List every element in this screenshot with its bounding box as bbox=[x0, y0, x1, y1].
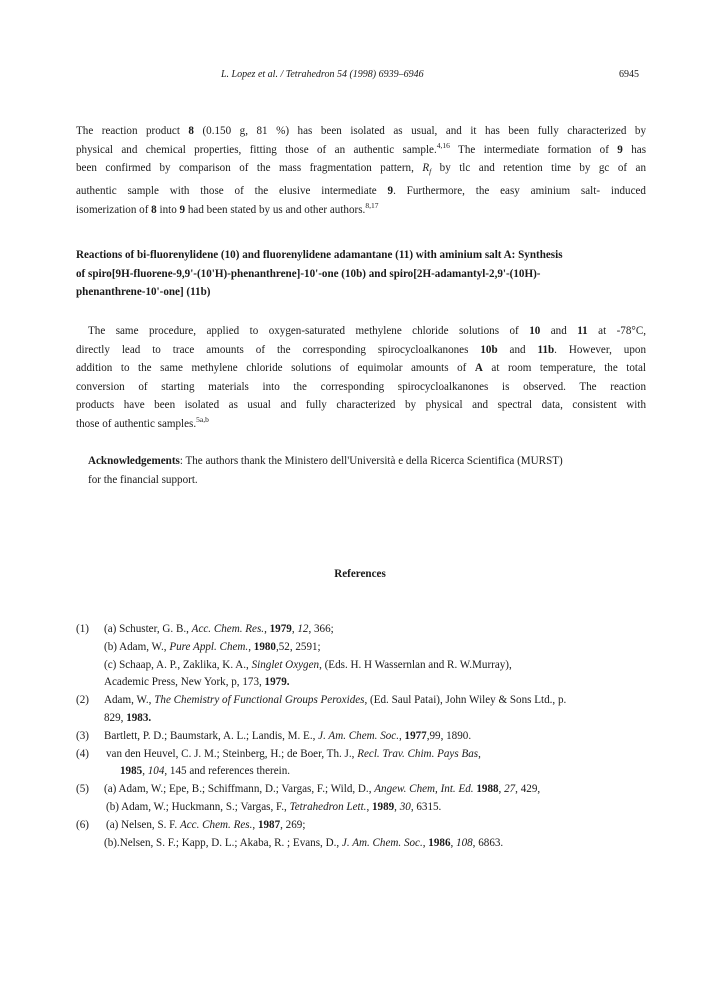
paragraph-reaction-product bbox=[76, 122, 646, 219]
reference-line: (a) Nelsen, S. F. Acc. Chem. Res., 1987, 269; bbox=[106, 818, 306, 831]
text-line: products have been isolated as usual and fully characterized by physical and spectral data, consistent with bbox=[76, 399, 646, 412]
text-line: Acknowledgements: The authors thank the Ministero dell'Università e della Ricerca Scientifica (MURST) bbox=[88, 455, 563, 467]
text-line: those of authentic samples.$^{5a,b}$ bbox=[76, 414, 209, 430]
heading-line: Reactions of bi-fluorenylidene (10) and fluorenylidene adamantane (11) with aminium salt A: Synthesis bbox=[76, 249, 563, 261]
text-line: addition to the same methylene chloride solutions of equimolar amounts of A at room temperature, the total bbox=[76, 362, 646, 375]
acknowledgements-label: Acknowledgements bbox=[88, 455, 180, 467]
references-title: References bbox=[334, 568, 386, 580]
acknowledgements bbox=[76, 452, 646, 489]
text-line: authentic sample with those of the elusive intermediate 9. Furthermore, the easy aminium salt- induced bbox=[76, 185, 646, 197]
reference-item bbox=[76, 746, 656, 782]
reference-line: (b) Adam, W., Pure Appl. Chem., 1980,52, 2591; bbox=[104, 640, 321, 653]
reference-line: van den Heuvel, C. J. M.; Steinberg, H.; de Boer, Th. J., Recl. Trav. Chim. Pays Bas, bbox=[106, 747, 481, 760]
reference-item bbox=[76, 781, 656, 817]
reference-line: Bartlett, P. D.; Baumstark, A. L.; Landis, M. E., J. Am. Chem. Soc., 1977,99, 1890. bbox=[104, 729, 472, 742]
reference-number: (1) bbox=[76, 623, 89, 635]
citation-superscript: 8,17 bbox=[365, 200, 379, 210]
text-line: The reaction product 8 (0.150 g, 81 %) has been isolated as usual, and it has been fully characterized by bbox=[76, 125, 646, 137]
reference-line: 829, 1983. bbox=[104, 711, 152, 724]
reference-number: (6) bbox=[76, 818, 89, 831]
reference-line: (a) Adam, W.; Epe, B.; Schiffmann, D.; Vargas, F.; Wild, D., Angew. Chem, Int. Ed. 1988, 27, 429, bbox=[104, 783, 541, 796]
header-citation: L. Lopez et al. / Tetrahedron 54 (1998) 6939–6946 bbox=[221, 69, 424, 80]
paragraph-same-procedure bbox=[76, 322, 646, 434]
reference-line: (b) Adam, W.; Huckmann, S.; Vargas, F., Tetrahedron Lett., 1989, 30, 6315. bbox=[106, 800, 442, 813]
reference-line: (c) Schaap, A. P., Zaklika, K. A., Singlet Oxygen, (Eds. H. H Wassernlan and R. W.Murray), bbox=[104, 658, 512, 671]
heading-line: of spiro[9H-fluorene-9,9'-(10'H)-phenanthrene]-10'-one (10b) and spiro[2H-adamantyl-2,9'-(10H)- bbox=[76, 267, 541, 280]
reference-line: (b).Nelsen, S. F.; Kapp, D. L.; Akaba, R. ; Evans, D., J. Am. Chem. Soc., 1986, 108, 6863. bbox=[104, 836, 504, 849]
reference-line: (a) Schuster, G. B., Acc. Chem. Res., 1979, 12, 366; bbox=[104, 623, 334, 635]
heading-line: phenanthrene-10'-one] (11b) bbox=[76, 286, 211, 299]
text-line: isomerization of 8 into 9 had been stated by us and other authors.$^{8,17}$ bbox=[76, 200, 379, 216]
reference-item bbox=[76, 621, 656, 692]
reference-line: Adam, W., The Chemistry of Functional Groups Peroxides, (Ed. Saul Patai), John Wiley & Sons Ltd., p. bbox=[104, 694, 567, 707]
text-line: physical and chemical properties, fitting those of an authentic sample.$^{4,16}$ The intermediate formation of 9 has bbox=[76, 140, 647, 156]
section-heading bbox=[76, 246, 646, 302]
reference-list bbox=[76, 621, 656, 852]
reference-number: (3) bbox=[76, 729, 89, 742]
text-line: for the financial support. bbox=[88, 473, 198, 486]
reference-number: (2) bbox=[76, 694, 89, 707]
text-line: been confirmed by comparison of the mass fragmentation pattern, $R_f$ by tlc and retention time by gc of an bbox=[76, 162, 646, 177]
citation-superscript: 5a,b bbox=[196, 414, 209, 424]
text-line: directly lead to trace amounts of the corresponding spirocycloalkanones 10b and 11b. However, upon bbox=[76, 343, 646, 356]
reference-item bbox=[76, 817, 656, 853]
citation-superscript: 4,16 bbox=[436, 140, 450, 150]
running-header bbox=[0, 68, 720, 82]
reference-number: (5) bbox=[76, 783, 89, 796]
text-line: The same procedure, applied to oxygen-saturated methylene chloride solutions of 10 and 11 at -78°C, bbox=[88, 325, 647, 337]
reference-line: 1985, 104, 145 and references therein. bbox=[120, 765, 291, 778]
page-number: 6945 bbox=[619, 69, 639, 80]
reference-item bbox=[76, 728, 656, 746]
reference-number: (4) bbox=[76, 747, 89, 760]
reference-item bbox=[76, 692, 656, 728]
reference-line: Academic Press, New York, p, 173, 1979. bbox=[104, 676, 290, 689]
text-line: conversion of starting materials into the corresponding spirocycloalkanones is observed. The reaction bbox=[76, 380, 646, 393]
